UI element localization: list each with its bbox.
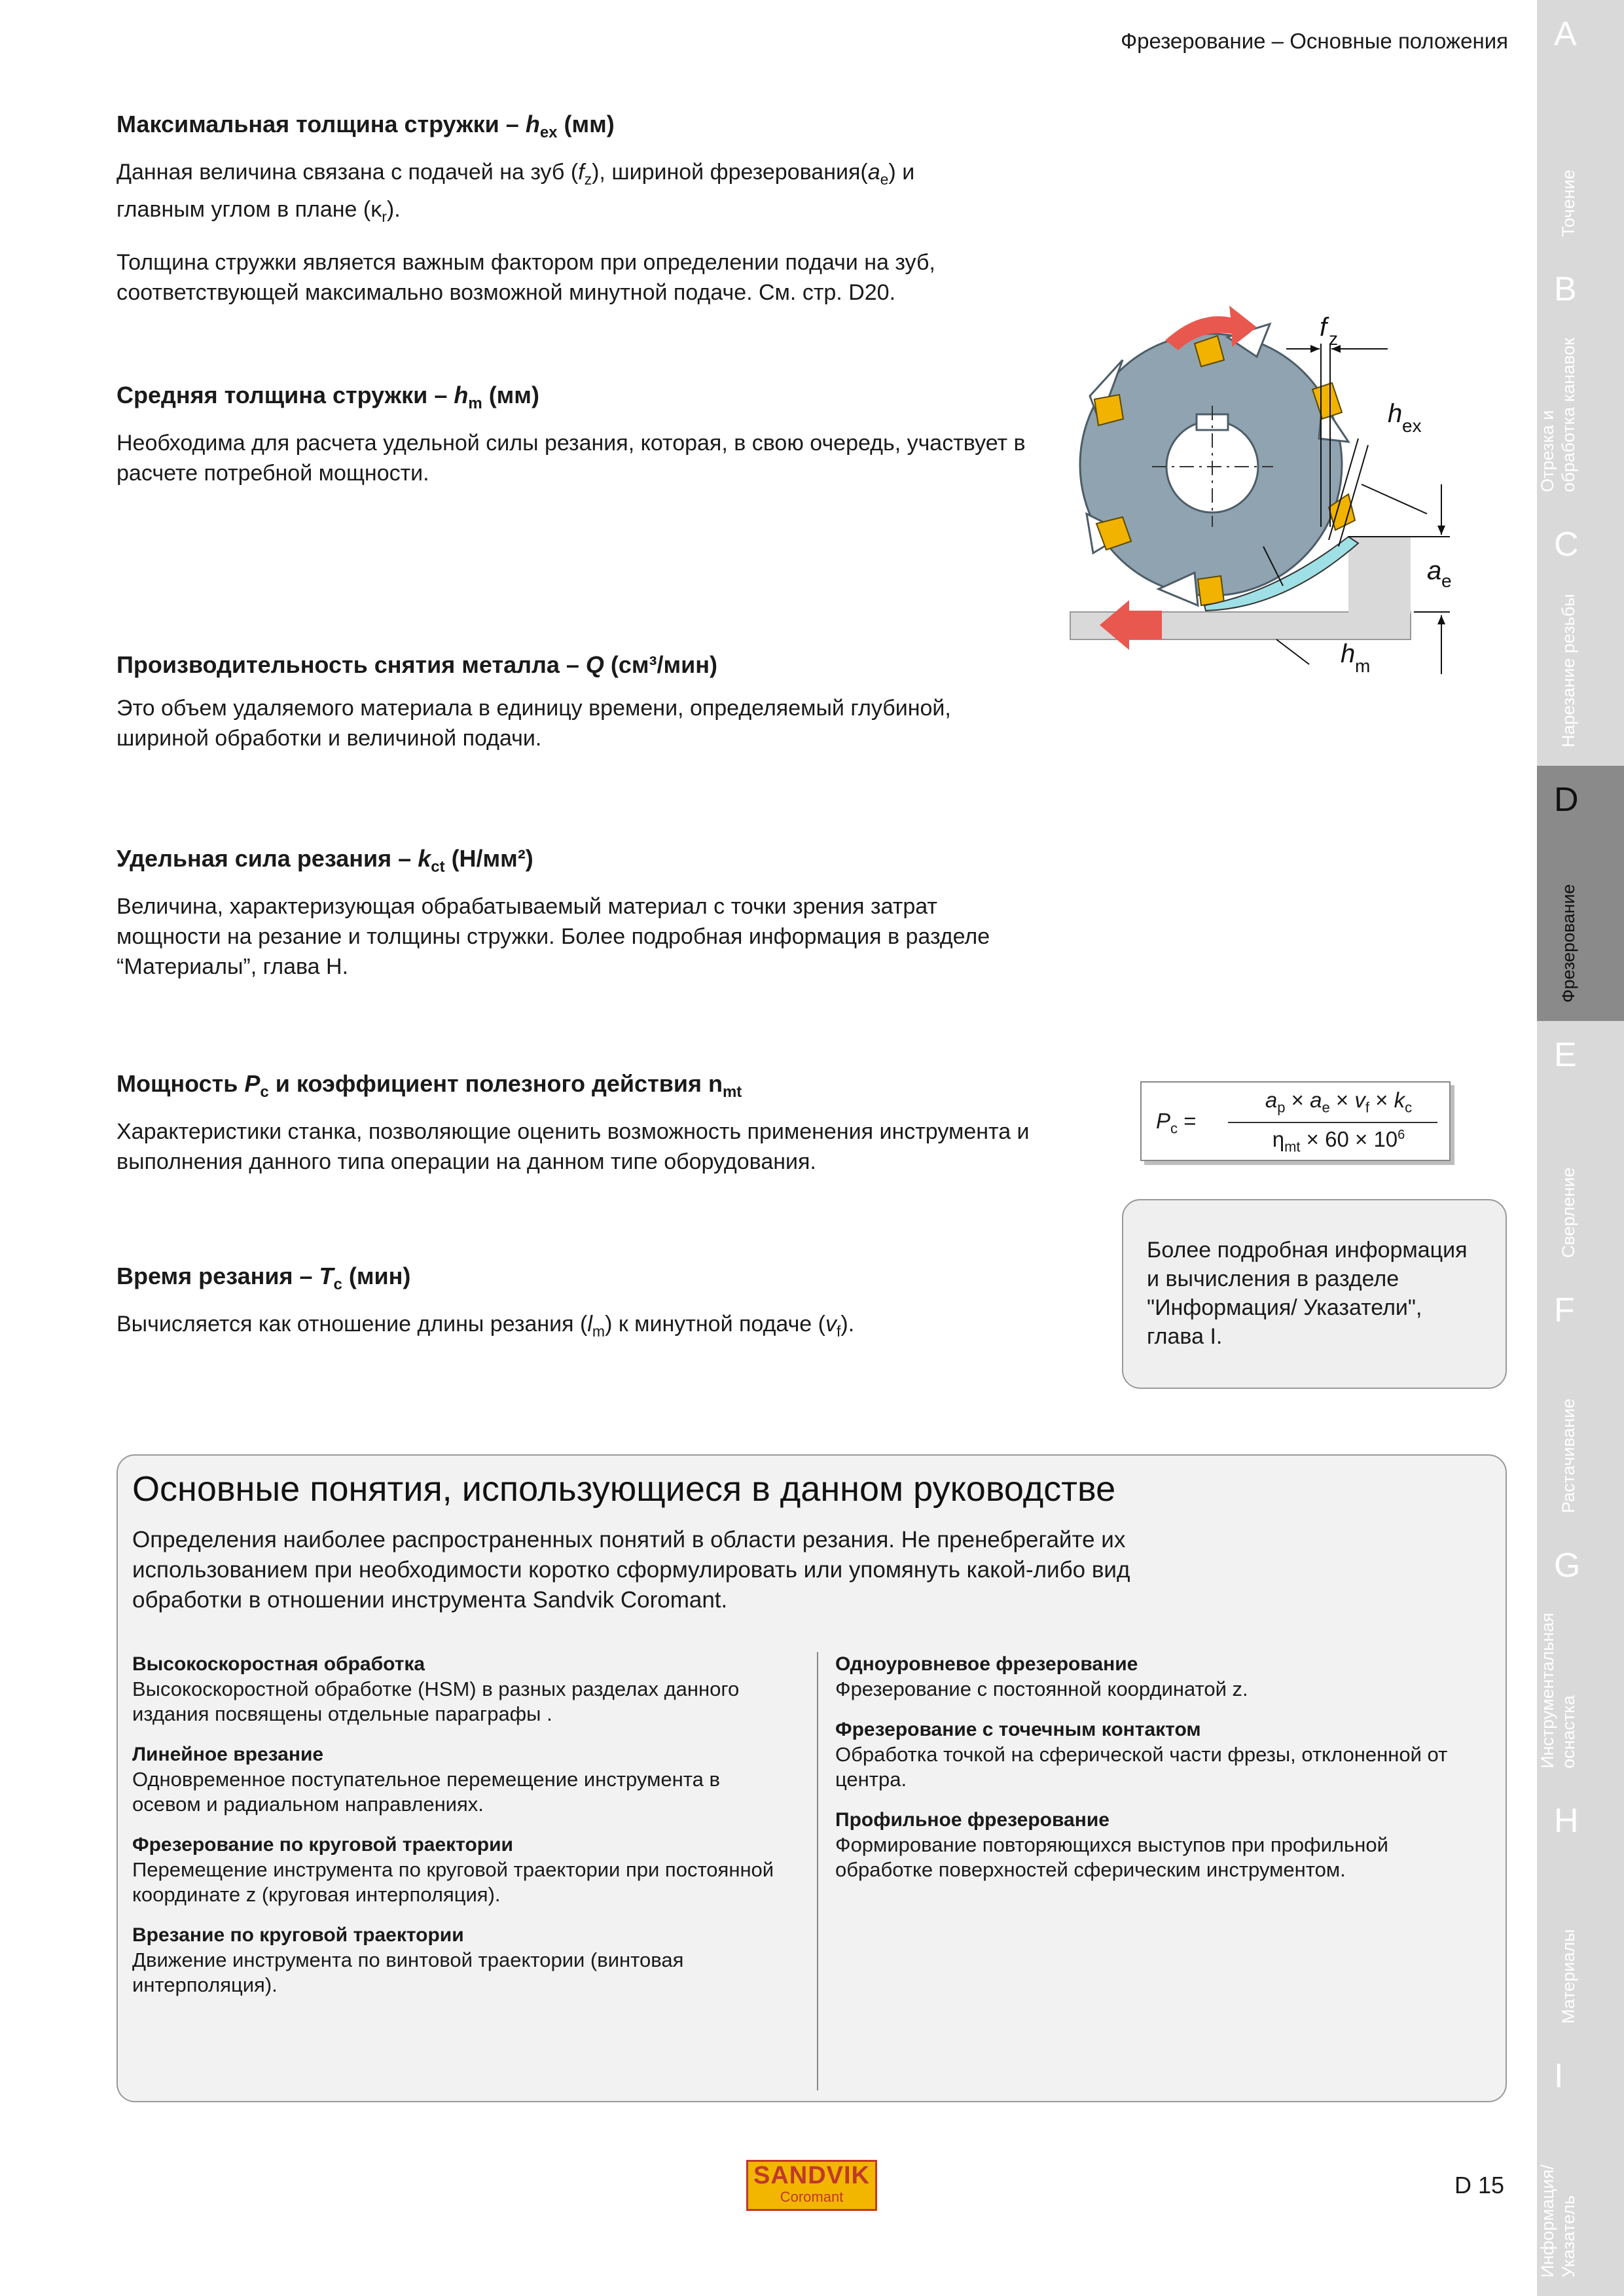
tab-label: Отрезка и обработка канавок xyxy=(1538,338,1578,492)
tab-letter: F xyxy=(1554,1291,1575,1329)
section-paragraph: Необходима для расчета удельной силы резания, которая, в свою очередь, участвует в расчете потребной мощности. xyxy=(117,430,1026,486)
glossary-term: Врезание по круговой траектории Движение инструмента по винтовой траектории (винтовая интерполяция). xyxy=(132,1924,684,1996)
page-number: D 15 xyxy=(1454,2172,1505,2198)
logo-wordmark: SANDVIK xyxy=(753,2162,871,2189)
glossary-right-column xyxy=(835,1652,1490,1898)
section-title: Максимальная толщина стружки – $h_{ex}$ (мм) xyxy=(117,111,615,142)
tab-label: Фрезерование xyxy=(1559,884,1578,1003)
tab-c[interactable] xyxy=(1537,511,1624,770)
tab-label: Сверление xyxy=(1559,1167,1578,1258)
section-max-chip-thickness xyxy=(117,110,1046,323)
tab-label: Растачивание xyxy=(1559,1398,1578,1513)
section-title: Удельная сила резания – $k_{ct}$ (Н/мм²) xyxy=(117,845,533,876)
section-paragraph: Вычисляется как отношение длины резания $(l_m)$ к минутной подаче $(v_f)$. xyxy=(117,1311,855,1340)
glossary-left-column xyxy=(132,1652,787,2013)
section-paragraph: Данная величина связана с подачей на зуб $(f_z)$, шириной $фрезерования(a_e)$ и главным углом в плане $(\kappa_r)$. xyxy=(117,159,915,225)
section-specific-cutting-force xyxy=(117,844,1046,997)
tab-letter: B xyxy=(1554,270,1577,308)
column-divider xyxy=(817,1652,818,2090)
glossary-term: Фрезерование с точечным контактом Обработка точкой на сферической части фрезы, отклоненной от центра. xyxy=(835,1719,1448,1791)
power-formula-box xyxy=(1140,1081,1451,1161)
tab-label: Информация/ Указатель xyxy=(1538,2164,1578,2278)
label-hex: h xyxy=(1388,399,1403,428)
workpiece-step xyxy=(1348,537,1411,614)
glossary-term: Высокоскоростная обработка Высокоскоростной обработке (HSM) в разных разделах данного издания посвящены отдельные параграфы . xyxy=(132,1653,740,1725)
tab-e[interactable] xyxy=(1537,1021,1624,1280)
insert-icon xyxy=(1198,576,1224,605)
formula-numerator: $a_p \times a_e \times v_f \times k_c$ xyxy=(1265,1088,1413,1116)
label-hm-sub: m xyxy=(1355,656,1371,676)
section-title: Мощность $P_c$ и коэффициент полезного действия $n_{mt}$ xyxy=(117,1070,742,1102)
tab-letter: I xyxy=(1554,2057,1564,2095)
sandvik-logo xyxy=(746,2160,877,2211)
tab-d[interactable] xyxy=(1537,766,1624,1025)
glossary-title: Основные понятия, использующиеся в данном руководстве xyxy=(132,1469,1116,1509)
label-fz-sub: z xyxy=(1329,329,1338,349)
tab-h[interactable] xyxy=(1537,1787,1624,2046)
feed-arrow-icon xyxy=(1100,600,1162,650)
glossary-intro: Определения наиболее распространенных понятий в области резания. Не пренебрегайте их использованием при необходимости коротко сформулировать или упомянуть какой-либо вид обработки в отношении инструмента Sandvik Coromant. xyxy=(132,1527,1130,1613)
section-paragraph: Это объем удаляемого материала в единицу времени, определяемый глубиной, шириной обработки и величиной подачи. xyxy=(117,696,951,751)
label-hm: h xyxy=(1341,639,1356,668)
section-title: Время резания – $T_c$ (мин) xyxy=(117,1263,411,1294)
section-metal-removal-rate xyxy=(117,651,1046,769)
tab-letter: A xyxy=(1554,15,1577,53)
section-paragraph: Толщина стружки является важным фактором при определении подачи на зуб, соответствующей максимально возможной минутной подаче. См. стр. D20. xyxy=(117,249,935,305)
chapter-tabs xyxy=(1537,0,1624,2296)
tab-letter: E xyxy=(1554,1036,1577,1074)
tab-letter: C xyxy=(1554,526,1579,564)
tab-letter: D xyxy=(1554,781,1579,819)
tab-g[interactable] xyxy=(1537,1532,1624,1791)
section-cutting-time xyxy=(117,1262,1046,1362)
tab-letter: G xyxy=(1554,1547,1581,1585)
tab-label: Нарезание резьбы xyxy=(1559,594,1578,747)
tab-f[interactable] xyxy=(1537,1276,1624,1535)
glossary-term: Линейное врезание Одновременное поступательное перемещение инструмента в осевом и радиальном направлениях. xyxy=(132,1744,720,1816)
glossary-box xyxy=(117,1454,1507,2102)
formula-fraction-bar xyxy=(1228,1122,1437,1123)
label-ae-sub: e xyxy=(1441,571,1452,591)
section-title: Производительность снятия металла – Q (см³/мин) xyxy=(117,651,718,678)
tab-letter: H xyxy=(1554,1802,1579,1840)
tab-label: Инструментальная оснастка xyxy=(1538,1612,1578,1768)
tab-b[interactable] xyxy=(1537,255,1624,514)
milling-cutter-diagram xyxy=(1060,298,1466,691)
cutter-illustration xyxy=(1060,298,1466,691)
glossary-term: Одноуровневое фрезерование Фрезерование с постоянной координатой z. xyxy=(835,1653,1248,1700)
tab-i[interactable] xyxy=(1537,2042,1624,2296)
formula-denominator: $\eta_{mt} \times 60 \times 10^6$ xyxy=(1272,1127,1405,1155)
logo-subtitle: Coromant xyxy=(780,2189,844,2205)
section-title: Средняя толщина стружки – $h_m$ (мм) xyxy=(117,382,539,413)
section-paragraph: Величина, характеризующая обрабатываемый материал с точки зрения затрат мощности на резание и толщины стружки. Более подробная информация в разделе “Материалы”, глава H. xyxy=(117,893,990,979)
label-hex-sub: ex xyxy=(1402,416,1422,436)
glossary-term: Профильное фрезерование Формирование повторяющихся выступов при профильной обработке поверхностей сферическим инструментом. xyxy=(835,1809,1388,1881)
tab-a[interactable] xyxy=(1537,0,1624,259)
page-header-title: Фрезерование – Основные положения xyxy=(1121,29,1508,53)
glossary-term: Фрезерование по круговой траектории Перемещение инструмента по круговой траектории при постоянной координате z (круговая интерполяция). xyxy=(132,1834,774,1906)
section-power-efficiency xyxy=(117,1069,1046,1193)
section-avg-chip-thickness xyxy=(117,381,1046,504)
section-paragraph: Характеристики станка, позволяющие оценить возможность применения инструмента и выполнения данного типа операции на данном типе оборудования. xyxy=(117,1119,1030,1174)
label-ae: a xyxy=(1427,556,1442,585)
info-note: Более подробная информация и вычисления в разделе "Информация/ Указатели", глава I. xyxy=(1122,1199,1507,1389)
tab-label: Точение xyxy=(1559,170,1578,237)
label-fz: f xyxy=(1320,313,1327,342)
formula-lhs: $P_c$ = xyxy=(1156,1109,1197,1137)
tab-label: Материалы xyxy=(1559,1929,1578,2024)
